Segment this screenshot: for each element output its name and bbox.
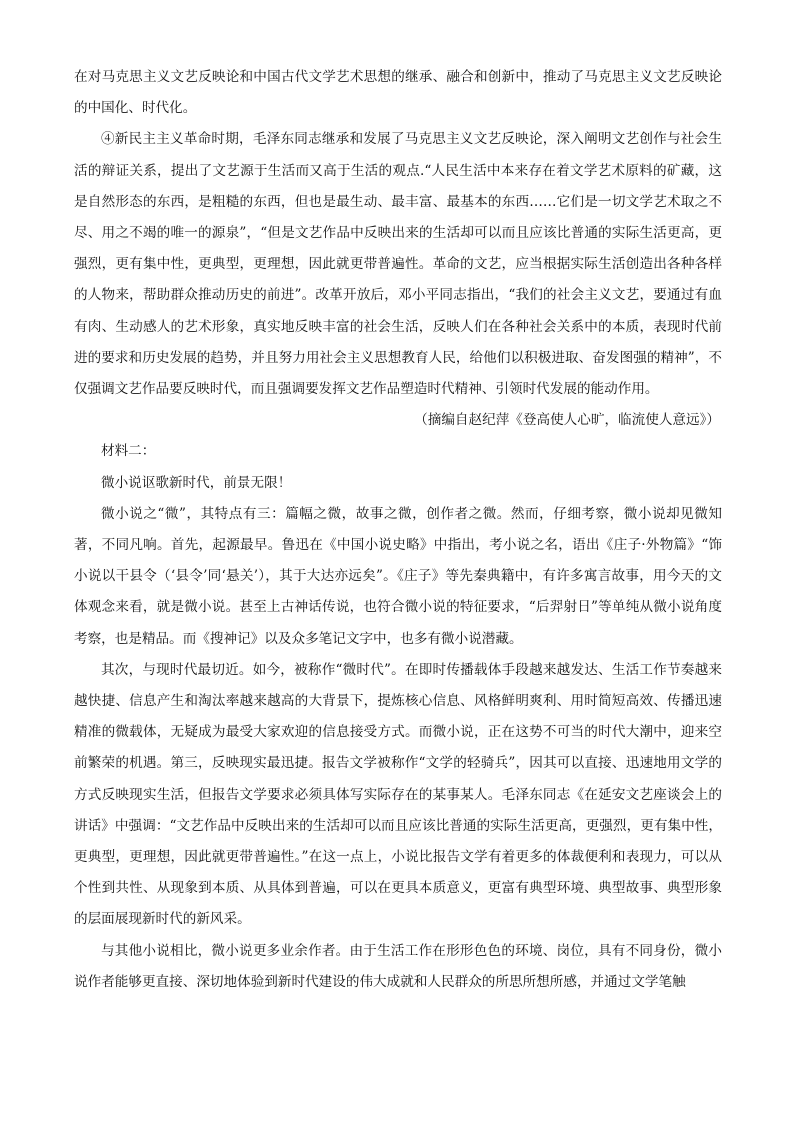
paragraph-micro-features: 微小说之“微”，其特点有三：篇幅之微，故事之微，创作者之微。然而，仔细考察，微小说却见微知著，不同凡响。首先，起源最早。鲁迅在《中国小说史略》中指出，考小说之名，语出《庄子·外物篇》“饰小说以干县令（‘县令’同‘悬关’），其于大达亦远矣”。《庄子》等先秦典籍中，有许多寓言故事，用今天的文体观念来看，就是微小说。甚至上古神话传说，也符合微小说的特征要求，“后羿射日”等单纯从微小说角度考察，也是精品。而《搜神记》以及众多笔记文字中，也多有微小说潜藏。 [74,505,722,647]
paragraph-continuation: 在对马克思主义文艺反映论和中国古代文学艺术思想的继承、融合和创新中，推动了马克思主义文艺反映论的中国化、时代化。 [74,69,722,117]
paragraph-amateur-authors: 与其他小说相比，微小说更多业余作者。由于生活工作在形形色色的环境、岗位，具有不同身份，微小说作者能够更直接、深切地体验到新时代建设的伟大成就和人民群众的所思所想所感，并通过文学笔触 [74,942,722,990]
material-label: 材料二： [101,443,156,460]
article-headline: 微小说讴歌新时代，前景无限！ [101,474,292,491]
paragraph-new-democratic-era: ④新民主主义革命时期，毛泽东同志继承和发展了马克思主义文艺反映论，深入阐明文艺创作与社会生活的辩证关系，提出了文艺源于生活而又高于生活的观点.“人民生活中本来存在着文学艺术原料的矿藏，这是自然形态的东西，是粗糙的东西，但也是最生动、最丰富、最基本的东西……它们是一切文学艺术取之不尽、用之不竭的唯一的源泉”，“但是文艺作品中反映出来的生活却可以而且应该比普通的实际生活更高，更强烈，更有集中性，更典型，更理想，因此就更带普遍性。革命的文艺，应当根据实际生活创造出各种各样的人物来，帮助群众推动历史的前进”。改革开放后，邓小平同志指出，“我们的社会主义文艺，要通过有血有肉、生动感人的艺术形象，真实地反映丰富的社会生活，反映人们在各种社会关系中的本质，表现时代前进的要求和历史发展的趋势，并且努力用社会主义思想教育人民，给他们以积极进取、奋发图强的精神”，不仅强调文艺作品要反映时代，而且强调要发挥文艺作品塑造时代精神、引领时代发展的能动作用。 [74,131,722,398]
source-citation: （摘编自赵纪萍《登高使人心旷，临流使人意远》） [414,412,720,429]
paragraph-micro-era: 其次，与现时代最切近。如今，被称作“微时代”。在即时传播载体手段越来越发达、生活工作节奏越来越快捷、信息产生和淘汰率越来越高的大背景下，提炼核心信息、风格鲜明爽利、用时简短高效、传播迅速精准的微载体，无疑成为最受大家欢迎的信息接受方式。而微小说，正在这势不可当的时代大潮中，迎来空前繁荣的机遇。第三，反映现实最迅捷。报告文学被称作“文学的轻骑兵”，因其可以直接、迅速地用文学的方式反映现实生活，但报告文学要求必须具体写实际存在的某事某人。毛泽东同志《在延安文艺座谈会上的讲话》中强调：“文艺作品中反映出来的生活却可以而且应该比普通的实际生活更高，更强烈，更有集中性，更典型，更理想，因此就更带普遍性。”在这一点上，小说比报告文学有着更多的体裁便利和表现力，可以从个性到共性、从现象到本质、从具体到普遍，可以在更具本质意义，更富有典型环境、典型故事、典型形象的层面展现新时代的新风采。 [74,661,722,928]
